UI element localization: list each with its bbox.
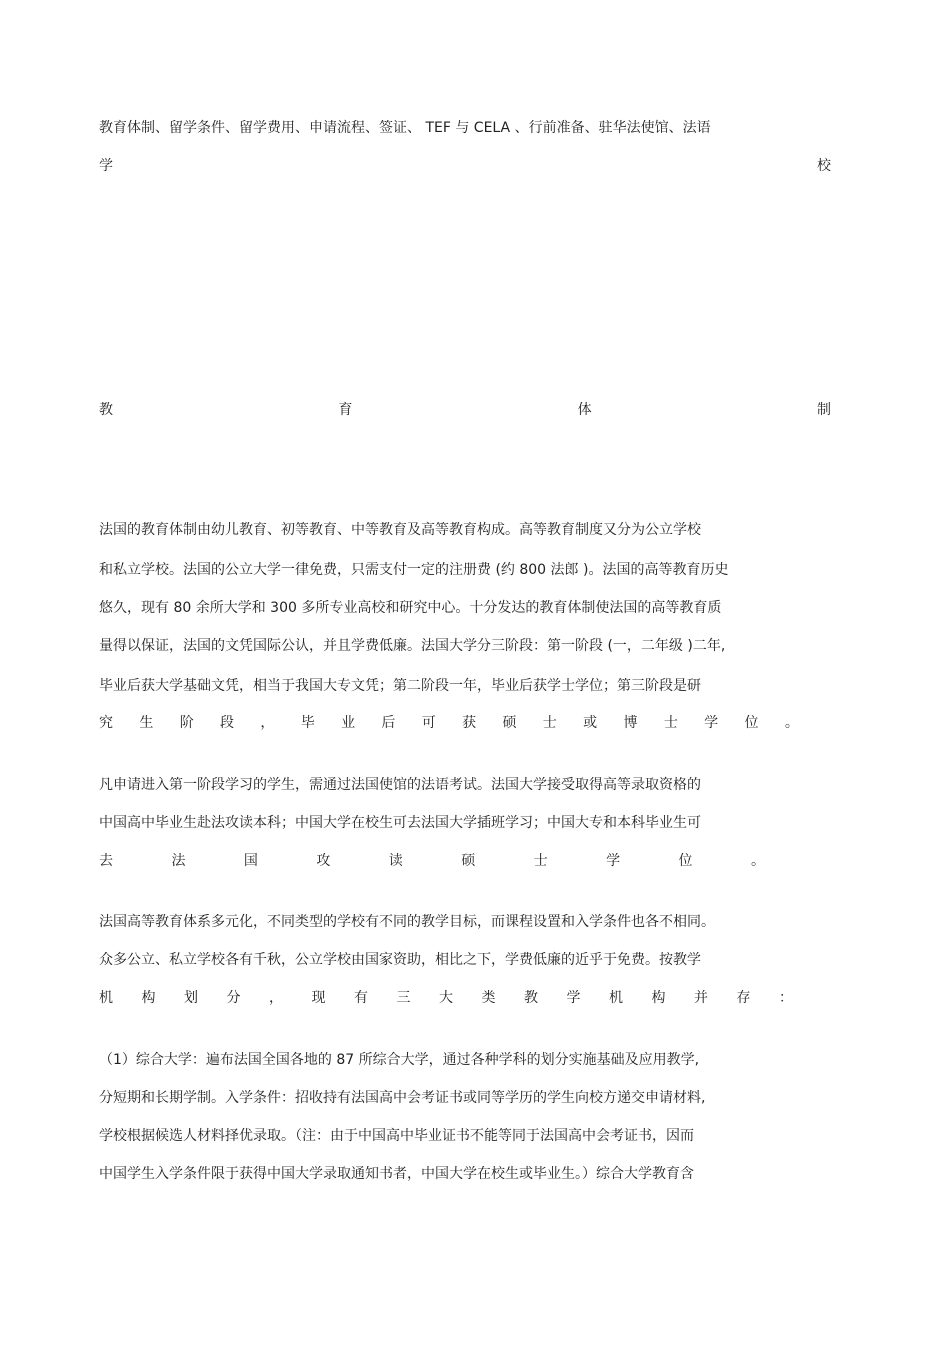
- justified-char: 博: [623, 715, 638, 731]
- paragraph-line: 悠久，现有 80 余所大学和 300 多所专业高校和研究中心。十分发达的教育体制使法国的高等教育质: [99, 600, 722, 616]
- paragraph-line: 分短期和长期学制。入学条件：招收持有法国高中会考证书或同等学历的学生向校方递交申请材料,: [99, 1090, 706, 1106]
- justified-char: 硕: [461, 853, 476, 869]
- justified-char: 毕: [300, 715, 315, 731]
- paragraph-line: 毕业后获大学基础文凭，相当于我国大专文凭；第二阶段一年，毕业后获学士学位；第三阶段是研: [99, 678, 701, 694]
- justified-char: 构: [141, 990, 156, 1006]
- justified-char: 构: [651, 990, 666, 1006]
- paragraph-justified-line: [99, 988, 793, 1008]
- justified-char: 类: [481, 990, 496, 1006]
- section-title-char: 育: [338, 402, 353, 418]
- justified-char: 段: [220, 715, 235, 731]
- paragraph-justified-line: [99, 851, 765, 871]
- justified-char: 获: [462, 715, 477, 731]
- justified-char: 或: [583, 715, 598, 731]
- justified-char: 生: [139, 715, 154, 731]
- justified-char: 教: [524, 990, 538, 1006]
- paragraph-line: 中国高中毕业生赴法攻读本科；中国大学在校生可去法国大学插班学习；中国大专和本科毕业生可: [99, 815, 701, 831]
- justified-char: 。: [784, 715, 799, 731]
- header-keywords-continued: [99, 156, 831, 176]
- justified-char: 并: [694, 990, 708, 1006]
- justified-char: 大: [439, 990, 453, 1006]
- paragraph-line: 和私立学校。法国的公立大学一律免费，只需支付一定的注册费 (约 800 法郎 )。法国的高等教育历史: [99, 562, 729, 578]
- justified-char: 读: [388, 853, 403, 869]
- justified-char: 后: [381, 715, 396, 731]
- justified-char: 学: [606, 853, 621, 869]
- justified-char: ，: [269, 990, 283, 1006]
- justified-char: 位: [744, 715, 759, 731]
- justified-char: 业: [341, 715, 356, 731]
- paragraph-line: （1）综合大学：遍布法国全国各地的 87 所综合大学，通过各种学科的划分实施基础及应用教学,: [99, 1052, 700, 1068]
- justified-char: 机: [99, 990, 113, 1006]
- paragraph-line: 学校根据候选人材料择优录取。（注：由于中国高中毕业证书不能等同于法国高中会考证书，因而: [99, 1128, 694, 1144]
- justified-char: 士: [533, 853, 548, 869]
- justified-char: 划: [184, 990, 198, 1006]
- justified-char: ：: [779, 990, 793, 1006]
- justified-char: 可: [421, 715, 436, 731]
- justified-char: 现: [311, 990, 326, 1006]
- section-title-char: 教: [99, 402, 113, 418]
- justified-char: 存: [736, 990, 751, 1006]
- justified-char: 机: [609, 990, 623, 1006]
- paragraph-line: 法国的教育体制由幼儿教育、初等教育、中等教育及高等教育构成。高等教育制度又分为公立学校: [99, 522, 701, 538]
- justified-char: 法: [171, 853, 186, 869]
- paragraph-line: 众多公立、私立学校各有千秋，公立学校由国家资助，相比之下，学费低廉的近乎于免费。按教学: [99, 952, 701, 968]
- justified-char: 去: [99, 853, 113, 869]
- header-char-left: 学: [99, 158, 113, 174]
- justified-char: 分: [226, 990, 241, 1006]
- paragraph-line: 凡申请进入第一阶段学习的学生，需通过法国使馆的法语考试。法国大学接受取得高等录取资格的: [99, 777, 701, 793]
- justified-char: 三: [396, 990, 411, 1006]
- paragraph-justified-line: [99, 713, 799, 733]
- justified-char: 有: [354, 990, 368, 1006]
- header-char-right: 校: [817, 158, 831, 174]
- section-title-char: 制: [816, 402, 831, 418]
- justified-char: ，: [260, 715, 275, 731]
- justified-char: 学: [704, 715, 719, 731]
- justified-char: 学: [566, 990, 581, 1006]
- justified-char: 士: [542, 715, 557, 731]
- justified-char: 位: [678, 853, 693, 869]
- paragraph-line: 法国高等教育体系多元化，不同类型的学校有不同的教学目标，而课程设置和入学条件也各不相同。: [99, 914, 715, 930]
- paragraph-line: 量得以保证，法国的文凭国际公认，并且学费低廉。法国大学分三阶段：第一阶段 (一，二年级 )二年,: [99, 638, 726, 654]
- paragraph-line: 中国学生入学条件限于获得中国大学录取通知书者，中国大学在校生或毕业生。）综合大学教育含: [99, 1166, 694, 1182]
- justified-char: 究: [99, 715, 113, 731]
- header-keywords: 教育体制、留学条件、留学费用、申请流程、签证、 TEF 与 CELA 、行前准备、驻华法使馆、法语: [99, 120, 711, 136]
- section-title-char: 体: [577, 402, 592, 418]
- justified-char: 硕: [502, 715, 517, 731]
- justified-char: 。: [750, 853, 765, 869]
- justified-char: 阶: [179, 715, 194, 731]
- justified-char: 士: [663, 715, 678, 731]
- justified-char: 攻: [316, 853, 331, 869]
- section-title: [99, 400, 831, 420]
- justified-char: 国: [243, 853, 258, 869]
